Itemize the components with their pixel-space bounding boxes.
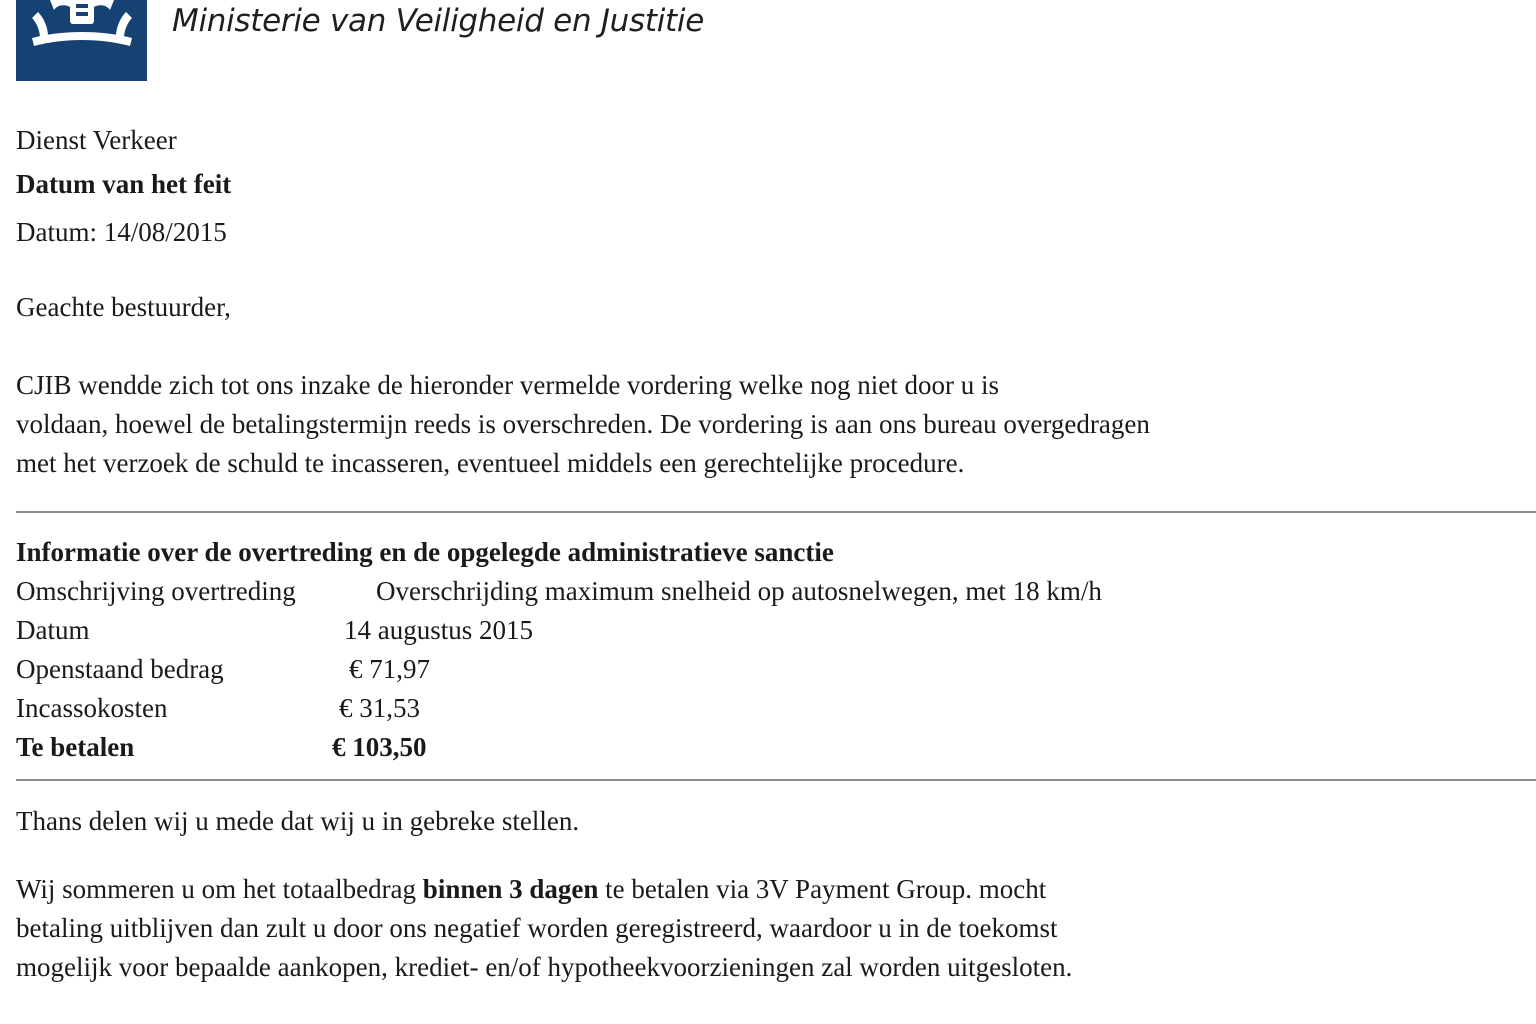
- facts-heading: Datum van het feit: [16, 169, 232, 199]
- summons-text: te betalen via 3V Payment Group. mocht: [598, 874, 1047, 904]
- detail-value: 14 augustus 2015: [344, 615, 533, 645]
- payment-deadline: binnen 3 dagen: [422, 874, 599, 904]
- detail-value: € 31,53: [339, 693, 420, 723]
- summons-text: Wij sommeren u om het totaalbedrag: [16, 874, 423, 904]
- summons-line: mogelijk voor bepaalde aankopen, krediet- en/of hypotheekvoorzieningen zal worden uitgesloten.: [16, 952, 1073, 982]
- detail-value: Overschrijding maximum snelheid op autosnelwegen, met 18 km/h: [376, 576, 1102, 606]
- divider: [16, 511, 1536, 513]
- detail-label: Incassokosten: [16, 693, 168, 723]
- facts-date: Datum: 14/08/2015: [16, 217, 227, 247]
- ministry-name: Ministerie van Veiligheid en Justitie: [172, 3, 704, 39]
- detail-label: Openstaand bedrag: [16, 654, 224, 684]
- total-value: € 103,50: [332, 732, 427, 762]
- summons-line: [16, 870, 1316, 909]
- total-label: Te betalen: [16, 732, 135, 762]
- ministry-logo: [16, 0, 147, 81]
- default-notice: Thans delen wij u mede dat wij u in gebreke stellen.: [16, 806, 580, 836]
- detail-value: € 71,97: [349, 654, 430, 684]
- intro-line: met het verzoek de schuld te incasseren, eventueel middels een gerechtelijke procedure.: [16, 448, 965, 478]
- detail-label: Omschrijving overtreding: [16, 576, 296, 606]
- detail-label: Datum: [16, 615, 90, 645]
- department-name: Dienst Verkeer: [16, 125, 177, 155]
- summons-line: betaling uitblijven dan zult u door ons negatief worden geregistreerd, waardoor u in de toekomst: [16, 913, 1058, 943]
- intro-line: CJIB wendde zich tot ons inzake de hieronder vermelde vordering welke nog niet door u is: [16, 370, 999, 400]
- intro-line: voldaan, hoewel de betalingstermijn reeds is overschreden. De vordering is aan ons bureau overgedragen: [16, 409, 1150, 439]
- divider: [16, 779, 1536, 781]
- info-heading: Informatie over de overtreding en de opgelegde administratieve sanctie: [16, 537, 834, 567]
- coat-of-arms-icon: [30, 0, 134, 54]
- salutation: Geachte bestuurder,: [16, 292, 231, 322]
